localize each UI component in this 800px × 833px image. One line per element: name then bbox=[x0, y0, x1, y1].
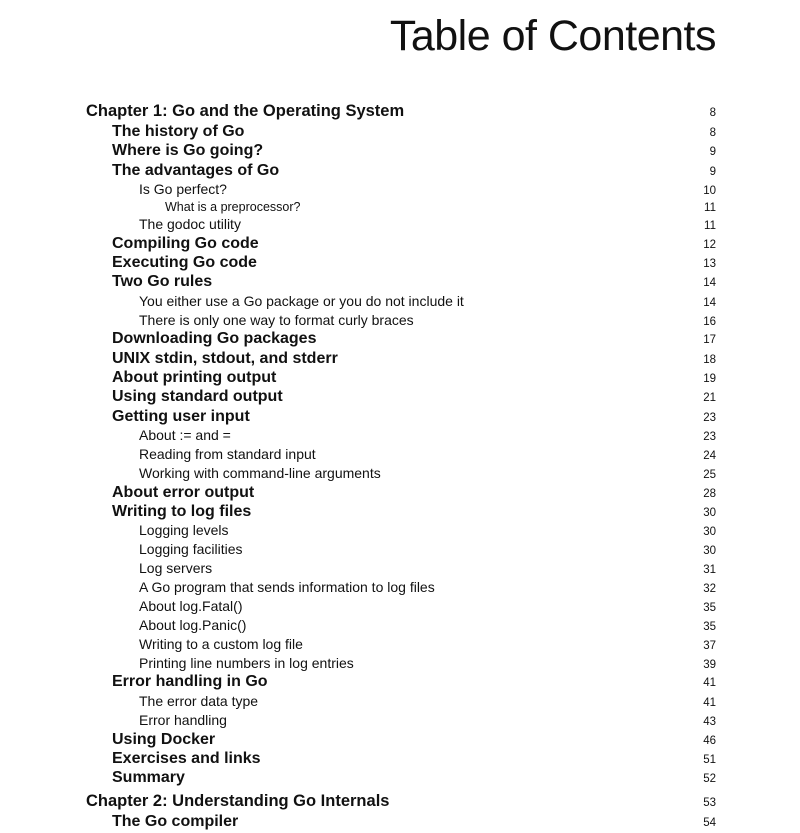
toc-page-number: 11 bbox=[704, 219, 716, 232]
toc-entry-title: Error handling bbox=[139, 711, 227, 728]
toc-page-number: 18 bbox=[703, 353, 716, 366]
toc-entry[interactable] bbox=[86, 712, 716, 731]
toc-entry-title: Chapter 2: Understanding Go Internals bbox=[86, 792, 390, 811]
toc-entry-title: Is Go perfect? bbox=[139, 180, 227, 197]
toc-entry-title: About log.Panic() bbox=[139, 616, 247, 633]
toc-entry-title: Writing to log files bbox=[112, 502, 252, 520]
toc-entry-title: A Go program that sends information to log files bbox=[139, 578, 435, 595]
toc-list bbox=[86, 102, 716, 833]
toc-entry[interactable] bbox=[86, 446, 716, 465]
toc-chapter[interactable] bbox=[86, 792, 716, 813]
toc-entry[interactable] bbox=[86, 181, 716, 200]
toc-entry-title: Compiling Go code bbox=[112, 234, 259, 252]
toc-entry-title: About := and = bbox=[139, 426, 231, 443]
toc-entry[interactable] bbox=[86, 769, 716, 788]
toc-entry-title: Logging facilities bbox=[139, 541, 243, 558]
toc-entry[interactable] bbox=[86, 503, 716, 522]
toc-page-number: 9 bbox=[709, 146, 716, 159]
toc-entry[interactable] bbox=[86, 273, 716, 292]
toc-entry-title: Writing to a custom log file bbox=[139, 635, 303, 652]
toc-entry[interactable] bbox=[86, 731, 716, 750]
toc-entry-title: Where is Go going? bbox=[112, 142, 264, 160]
toc-entry[interactable] bbox=[86, 330, 716, 349]
toc-page-number: 28 bbox=[703, 487, 716, 500]
toc-entry-title: Using Docker bbox=[112, 730, 216, 748]
toc-entry[interactable] bbox=[86, 350, 716, 369]
toc-entry-title: Working with command-line arguments bbox=[139, 464, 381, 481]
toc-page-number: 12 bbox=[703, 238, 716, 251]
toc-entry[interactable] bbox=[86, 750, 716, 769]
toc-page-number: 30 bbox=[703, 545, 716, 558]
toc-page-number: 35 bbox=[703, 601, 716, 614]
toc-page-number: 54 bbox=[703, 817, 716, 830]
toc-entry[interactable] bbox=[86, 142, 716, 161]
toc-page-number: 17 bbox=[703, 334, 716, 347]
toc-entry-title: Two Go rules bbox=[112, 273, 213, 291]
toc-page-number: 13 bbox=[703, 258, 716, 270]
toc-entry[interactable] bbox=[86, 312, 716, 331]
toc-page-number: 41 bbox=[703, 677, 716, 690]
toc-entry[interactable] bbox=[86, 254, 716, 273]
toc-entry[interactable] bbox=[86, 388, 716, 407]
toc-entry[interactable] bbox=[86, 216, 716, 235]
toc-entry-title: The error data type bbox=[139, 692, 259, 709]
toc-entry-title: Getting user input bbox=[112, 407, 250, 425]
toc-entry[interactable] bbox=[86, 560, 716, 579]
toc-entry[interactable] bbox=[86, 465, 716, 484]
toc-page-number: 14 bbox=[703, 277, 716, 290]
toc-page-number: 30 bbox=[703, 506, 716, 519]
toc-entry[interactable] bbox=[86, 235, 716, 254]
toc-page-number: 53 bbox=[703, 797, 716, 810]
toc-entry[interactable] bbox=[86, 598, 716, 617]
toc-entry-title: About log.Fatal() bbox=[139, 597, 243, 614]
toc-page-number: 25 bbox=[703, 468, 716, 481]
toc-page-number: 32 bbox=[703, 582, 716, 595]
page-title: Table of Contents bbox=[389, 12, 716, 60]
toc-entry[interactable] bbox=[86, 541, 716, 560]
toc-entry[interactable] bbox=[86, 293, 716, 312]
toc-entry-title: UNIX stdin, stdout, and stderr bbox=[112, 349, 338, 367]
toc-entry-title: Summary bbox=[112, 769, 185, 787]
toc-page-number: 19 bbox=[703, 373, 716, 385]
toc-entry-title: There is only one way to format curly braces bbox=[139, 311, 414, 328]
toc-entry-title: Using standard output bbox=[112, 388, 283, 406]
toc-entry[interactable] bbox=[86, 655, 716, 674]
toc-page-number: 23 bbox=[703, 411, 716, 424]
toc-entry[interactable] bbox=[86, 673, 716, 692]
toc-page-number: 24 bbox=[703, 449, 716, 462]
toc-page-number: 37 bbox=[703, 639, 716, 652]
toc-entry-title: You either use a Go package or you do not include it bbox=[139, 292, 464, 309]
toc-page-number: 10 bbox=[703, 184, 716, 197]
toc-page-number: 46 bbox=[703, 734, 716, 747]
toc-page-number: 52 bbox=[703, 773, 716, 786]
toc-page-number: 8 bbox=[709, 127, 716, 139]
toc-chapter[interactable] bbox=[86, 102, 716, 123]
toc-entry-title: About error output bbox=[112, 483, 255, 501]
toc-page-number: 51 bbox=[703, 753, 716, 766]
toc-entry-title: Exercises and links bbox=[112, 749, 261, 767]
toc-page-number: 30 bbox=[703, 526, 716, 539]
toc-entry[interactable] bbox=[86, 200, 716, 216]
toc-entry-title: The history of Go bbox=[112, 123, 245, 140]
toc-entry-title: Downloading Go packages bbox=[112, 330, 317, 348]
toc-page-number: 9 bbox=[709, 165, 716, 178]
toc-entry[interactable] bbox=[86, 123, 716, 142]
toc-page-number: 23 bbox=[703, 430, 716, 443]
toc-page-number: 21 bbox=[703, 392, 716, 405]
toc-entry[interactable] bbox=[86, 484, 716, 503]
toc-entry[interactable] bbox=[86, 427, 716, 446]
toc-page-number: 41 bbox=[703, 696, 716, 709]
toc-page-number: 39 bbox=[703, 658, 716, 671]
toc-entry[interactable] bbox=[86, 617, 716, 636]
toc-entry[interactable] bbox=[86, 162, 716, 181]
toc-entry-title: The advantages of Go bbox=[112, 161, 280, 179]
toc-entry-title: The godoc utility bbox=[139, 215, 241, 232]
toc-entry-title: What is a preprocessor? bbox=[165, 199, 301, 214]
toc-entry-title: Error handling in Go bbox=[112, 673, 268, 691]
toc-entry[interactable] bbox=[86, 579, 716, 598]
toc-page-number: 31 bbox=[703, 564, 716, 577]
toc-entry[interactable] bbox=[86, 408, 716, 427]
toc-page-number: 14 bbox=[703, 296, 716, 309]
toc-entry-title: Executing Go code bbox=[112, 254, 257, 271]
toc-page-number: 8 bbox=[709, 107, 716, 119]
toc-entry[interactable] bbox=[86, 813, 716, 832]
toc-entry[interactable] bbox=[86, 369, 716, 388]
toc-entry-title: About printing output bbox=[112, 369, 277, 386]
toc-entry-title: Reading from standard input bbox=[139, 445, 316, 462]
toc-entry-title: The Go compiler bbox=[112, 813, 239, 831]
toc-entry[interactable] bbox=[86, 636, 716, 655]
toc-entry-title: Printing line numbers in log entries bbox=[139, 654, 354, 671]
toc-entry[interactable] bbox=[86, 522, 716, 541]
toc-page-number: 35 bbox=[703, 620, 716, 633]
toc-page-number: 16 bbox=[703, 315, 716, 328]
toc-entry[interactable] bbox=[86, 693, 716, 712]
toc-entry-title: Chapter 1: Go and the Operating System bbox=[86, 102, 405, 120]
toc-entry-title: Logging levels bbox=[139, 522, 229, 539]
toc-entry-title: Log servers bbox=[139, 560, 213, 577]
toc-page-number: 11 bbox=[704, 201, 716, 214]
toc-page-number: 43 bbox=[703, 715, 716, 728]
